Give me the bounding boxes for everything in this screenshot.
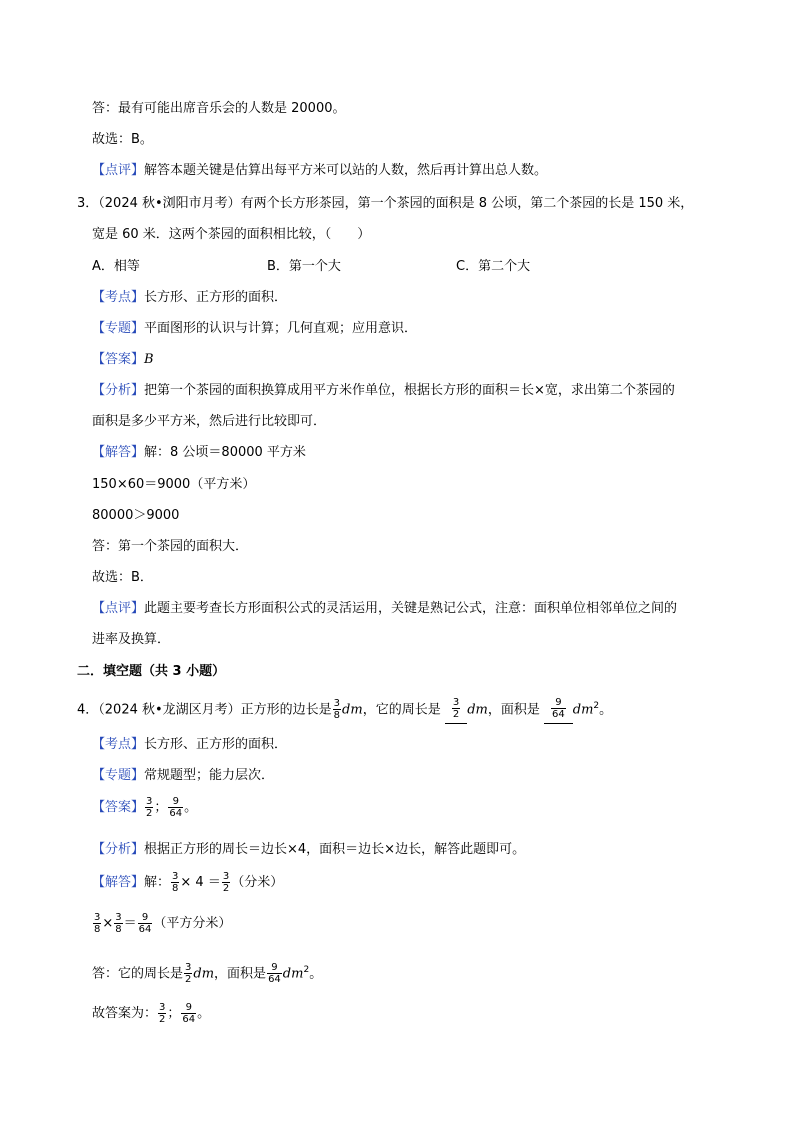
ff1-den: 2 xyxy=(159,1014,166,1025)
dianping-text-1: 此题主要考查长方形面积公式的灵活运用，关键是熟记公式，注意：面积单位相邻单位之间的 xyxy=(144,601,678,616)
ff2-num: 9 xyxy=(185,1002,192,1013)
dianping-tag: 【点评】 xyxy=(92,601,145,616)
calc1-op: × 4 ＝ xyxy=(180,875,221,890)
q4-jieda-tag: 【解答】 xyxy=(92,875,145,890)
final-end: 。 xyxy=(197,1006,211,1021)
q3-kaodian xyxy=(92,289,287,307)
q3-option-b: B．第一个大 xyxy=(267,259,341,274)
q4-stem xyxy=(77,692,612,724)
q4-kaodian xyxy=(92,736,287,754)
q4-daan xyxy=(92,794,197,822)
area-den: 64 xyxy=(552,709,565,721)
q4-zhuanti-tag: 【专题】 xyxy=(92,768,145,783)
fenxi-text-1: 把第一个茶园的面积换算成用平方米作单位，根据长方形的面积＝长×宽，求出第二个茶园的 xyxy=(144,383,675,398)
q3-option-a: A．相等 xyxy=(92,259,140,274)
c1b-num: 3 xyxy=(222,871,230,882)
area-unit: dm xyxy=(572,702,594,718)
final-prefix: 故答案为： xyxy=(92,1006,158,1021)
daan-tag: 【答案】 xyxy=(92,352,145,367)
calc2-eq: ＝ xyxy=(123,916,137,931)
perimeter-unit: dm xyxy=(467,702,488,718)
ans-frac-1 xyxy=(184,962,192,985)
q3-option-c: C．第二个大 xyxy=(456,259,531,274)
q3-jieda-line2: 150×60＝9000（平方米） xyxy=(92,477,256,492)
c2a-num: 3 xyxy=(94,912,101,923)
per-den: 2 xyxy=(452,709,460,721)
ans-square: 2 xyxy=(303,965,310,975)
side-fraction xyxy=(333,698,341,721)
q4-mid2: ，面积是 xyxy=(487,702,540,718)
calc2-times: × xyxy=(102,916,114,931)
choice-line: 故选：B。 xyxy=(92,132,153,147)
ans-prefix: 答：它的周长是 xyxy=(92,966,184,982)
daan-sep: ； xyxy=(154,800,168,815)
c2b-den: 8 xyxy=(115,924,122,935)
daan-frac1-den: 2 xyxy=(146,808,153,819)
q3-jieda-line3: 80000＞9000 xyxy=(92,508,180,523)
q4-fenxi-text: 根据正方形的周长＝边长×4，面积＝边长×边长，解答此题即可。 xyxy=(144,842,526,857)
zhuanti-text: 平面图形的认识与计算；几何直观；应用意识． xyxy=(144,321,418,336)
c1a-den: 8 xyxy=(172,883,179,894)
side-num: 3 xyxy=(333,698,341,710)
af1-num: 3 xyxy=(185,962,192,974)
q4-daan-tag: 【答案】 xyxy=(92,800,145,815)
q4-zhuanti xyxy=(92,767,274,785)
q4-mid1: ，它的周长是 xyxy=(362,702,441,718)
per-num: 3 xyxy=(452,697,460,709)
zhuanti-tag: 【专题】 xyxy=(92,321,145,336)
ans-unit-2: dm xyxy=(282,966,304,982)
q4-zhuanti-text: 常规题型；能力层次． xyxy=(144,768,275,783)
q3-dianping-line2: 进率及换算． xyxy=(92,632,171,647)
af2-num: 9 xyxy=(271,962,278,974)
c2b-num: 3 xyxy=(115,912,122,923)
area-fraction xyxy=(551,697,566,720)
kaodian-tag: 【考点】 xyxy=(92,290,145,305)
af1-den: 2 xyxy=(185,974,192,986)
ans-unit-1: dm xyxy=(193,966,215,982)
q3-jieda-line4: 答：第一个茶园的面积大． xyxy=(92,539,249,554)
q4-fenxi-tag: 【分析】 xyxy=(92,842,145,857)
fenxi-tag: 【分析】 xyxy=(92,383,145,398)
ans-frac-2 xyxy=(267,962,282,985)
q3-jieda-line1 xyxy=(92,444,306,462)
ff2-den: 64 xyxy=(182,1014,196,1025)
calc1-frac-a xyxy=(171,871,179,894)
c2c-num: 9 xyxy=(141,912,149,923)
jieda-prefix: 解： xyxy=(144,875,171,890)
c2a-den: 8 xyxy=(94,924,101,935)
q4-kaodian-tag: 【考点】 xyxy=(92,737,145,752)
q4-kaodian-text: 长方形、正方形的面积． xyxy=(144,737,288,752)
q3-jieda-line5: 故选：B． xyxy=(92,570,153,585)
c1b-den: 2 xyxy=(222,883,230,894)
q4-final-line xyxy=(92,1000,210,1028)
final-sep: ； xyxy=(167,1006,181,1021)
daan-frac2-den: 64 xyxy=(169,808,183,819)
daan-frac-1 xyxy=(145,796,153,819)
perimeter-fraction xyxy=(452,697,460,720)
jieda-tag: 【解答】 xyxy=(92,445,145,460)
ff1-num: 3 xyxy=(159,1002,166,1013)
side-den: 8 xyxy=(333,710,341,722)
q4-prefix: 4．（2024 秋•龙湖区月考）正方形的边长是 xyxy=(77,702,332,718)
daan-frac1-num: 3 xyxy=(146,796,153,807)
q4-jieda-line1 xyxy=(92,869,283,897)
calc1-unit: （分米） xyxy=(231,875,284,890)
q3-dianping-line1 xyxy=(92,600,677,618)
daan-frac-2 xyxy=(168,796,183,819)
af2-den: 64 xyxy=(268,974,281,986)
calc1-frac-b xyxy=(222,871,230,894)
area-blank xyxy=(544,695,573,724)
calc2-unit: （平方分米） xyxy=(153,916,232,931)
kaodian-text: 长方形、正方形的面积． xyxy=(144,290,288,305)
q3-zhuanti xyxy=(92,320,417,338)
jieda-text-1: 解：8 公顷＝80000 平方米 xyxy=(144,445,306,460)
calc2-frac-b xyxy=(114,912,122,935)
area-num: 9 xyxy=(555,697,562,709)
final-frac-2 xyxy=(181,1002,196,1025)
calc2-frac-c xyxy=(138,912,153,935)
perimeter-blank xyxy=(445,695,467,724)
side-unit: dm xyxy=(342,702,363,718)
c2c-den: 64 xyxy=(138,924,152,935)
c1a-num: 3 xyxy=(172,871,179,882)
q3-fenxi-line2: 面积是多少平方米，然后进行比较即可． xyxy=(92,414,327,429)
comment-text: 解答本题关键是估算出每平方米可以站的人数，然后再计算出总人数。 xyxy=(144,163,548,178)
q4-fenxi xyxy=(92,841,525,859)
comment-tag: 【点评】 xyxy=(92,163,145,178)
q4-end: 。 xyxy=(599,702,613,718)
daan-end: 。 xyxy=(184,800,198,815)
q3-fenxi-line1 xyxy=(92,382,675,400)
answer-line: 答：最有可能出席音乐会的人数是 20000。 xyxy=(92,101,346,116)
q3-daan xyxy=(92,351,154,369)
calc2-frac-a xyxy=(93,912,101,935)
q4-jieda-line2 xyxy=(92,910,231,938)
q3-stem-line2: 宽是 60 米．这两个茶园的面积相比较，（ ） xyxy=(92,227,371,242)
comment-line xyxy=(92,162,547,180)
daan-text: B xyxy=(144,352,154,367)
daan-frac2-num: 9 xyxy=(172,796,179,807)
ans-end: 。 xyxy=(309,966,323,982)
q3-stem-line1: 3．（2024 秋•浏阳市月考）有两个长方形茶园，第一个茶园的面积是 8 公顷，第二个茶园的长是 150 米， xyxy=(77,196,694,211)
q4-answer-line xyxy=(92,956,322,988)
final-frac-1 xyxy=(158,1002,166,1025)
area-square: 2 xyxy=(593,701,600,711)
section-heading: 二．填空题（共 3 小题） xyxy=(77,664,226,679)
ans-mid: ，面积是 xyxy=(214,966,267,982)
